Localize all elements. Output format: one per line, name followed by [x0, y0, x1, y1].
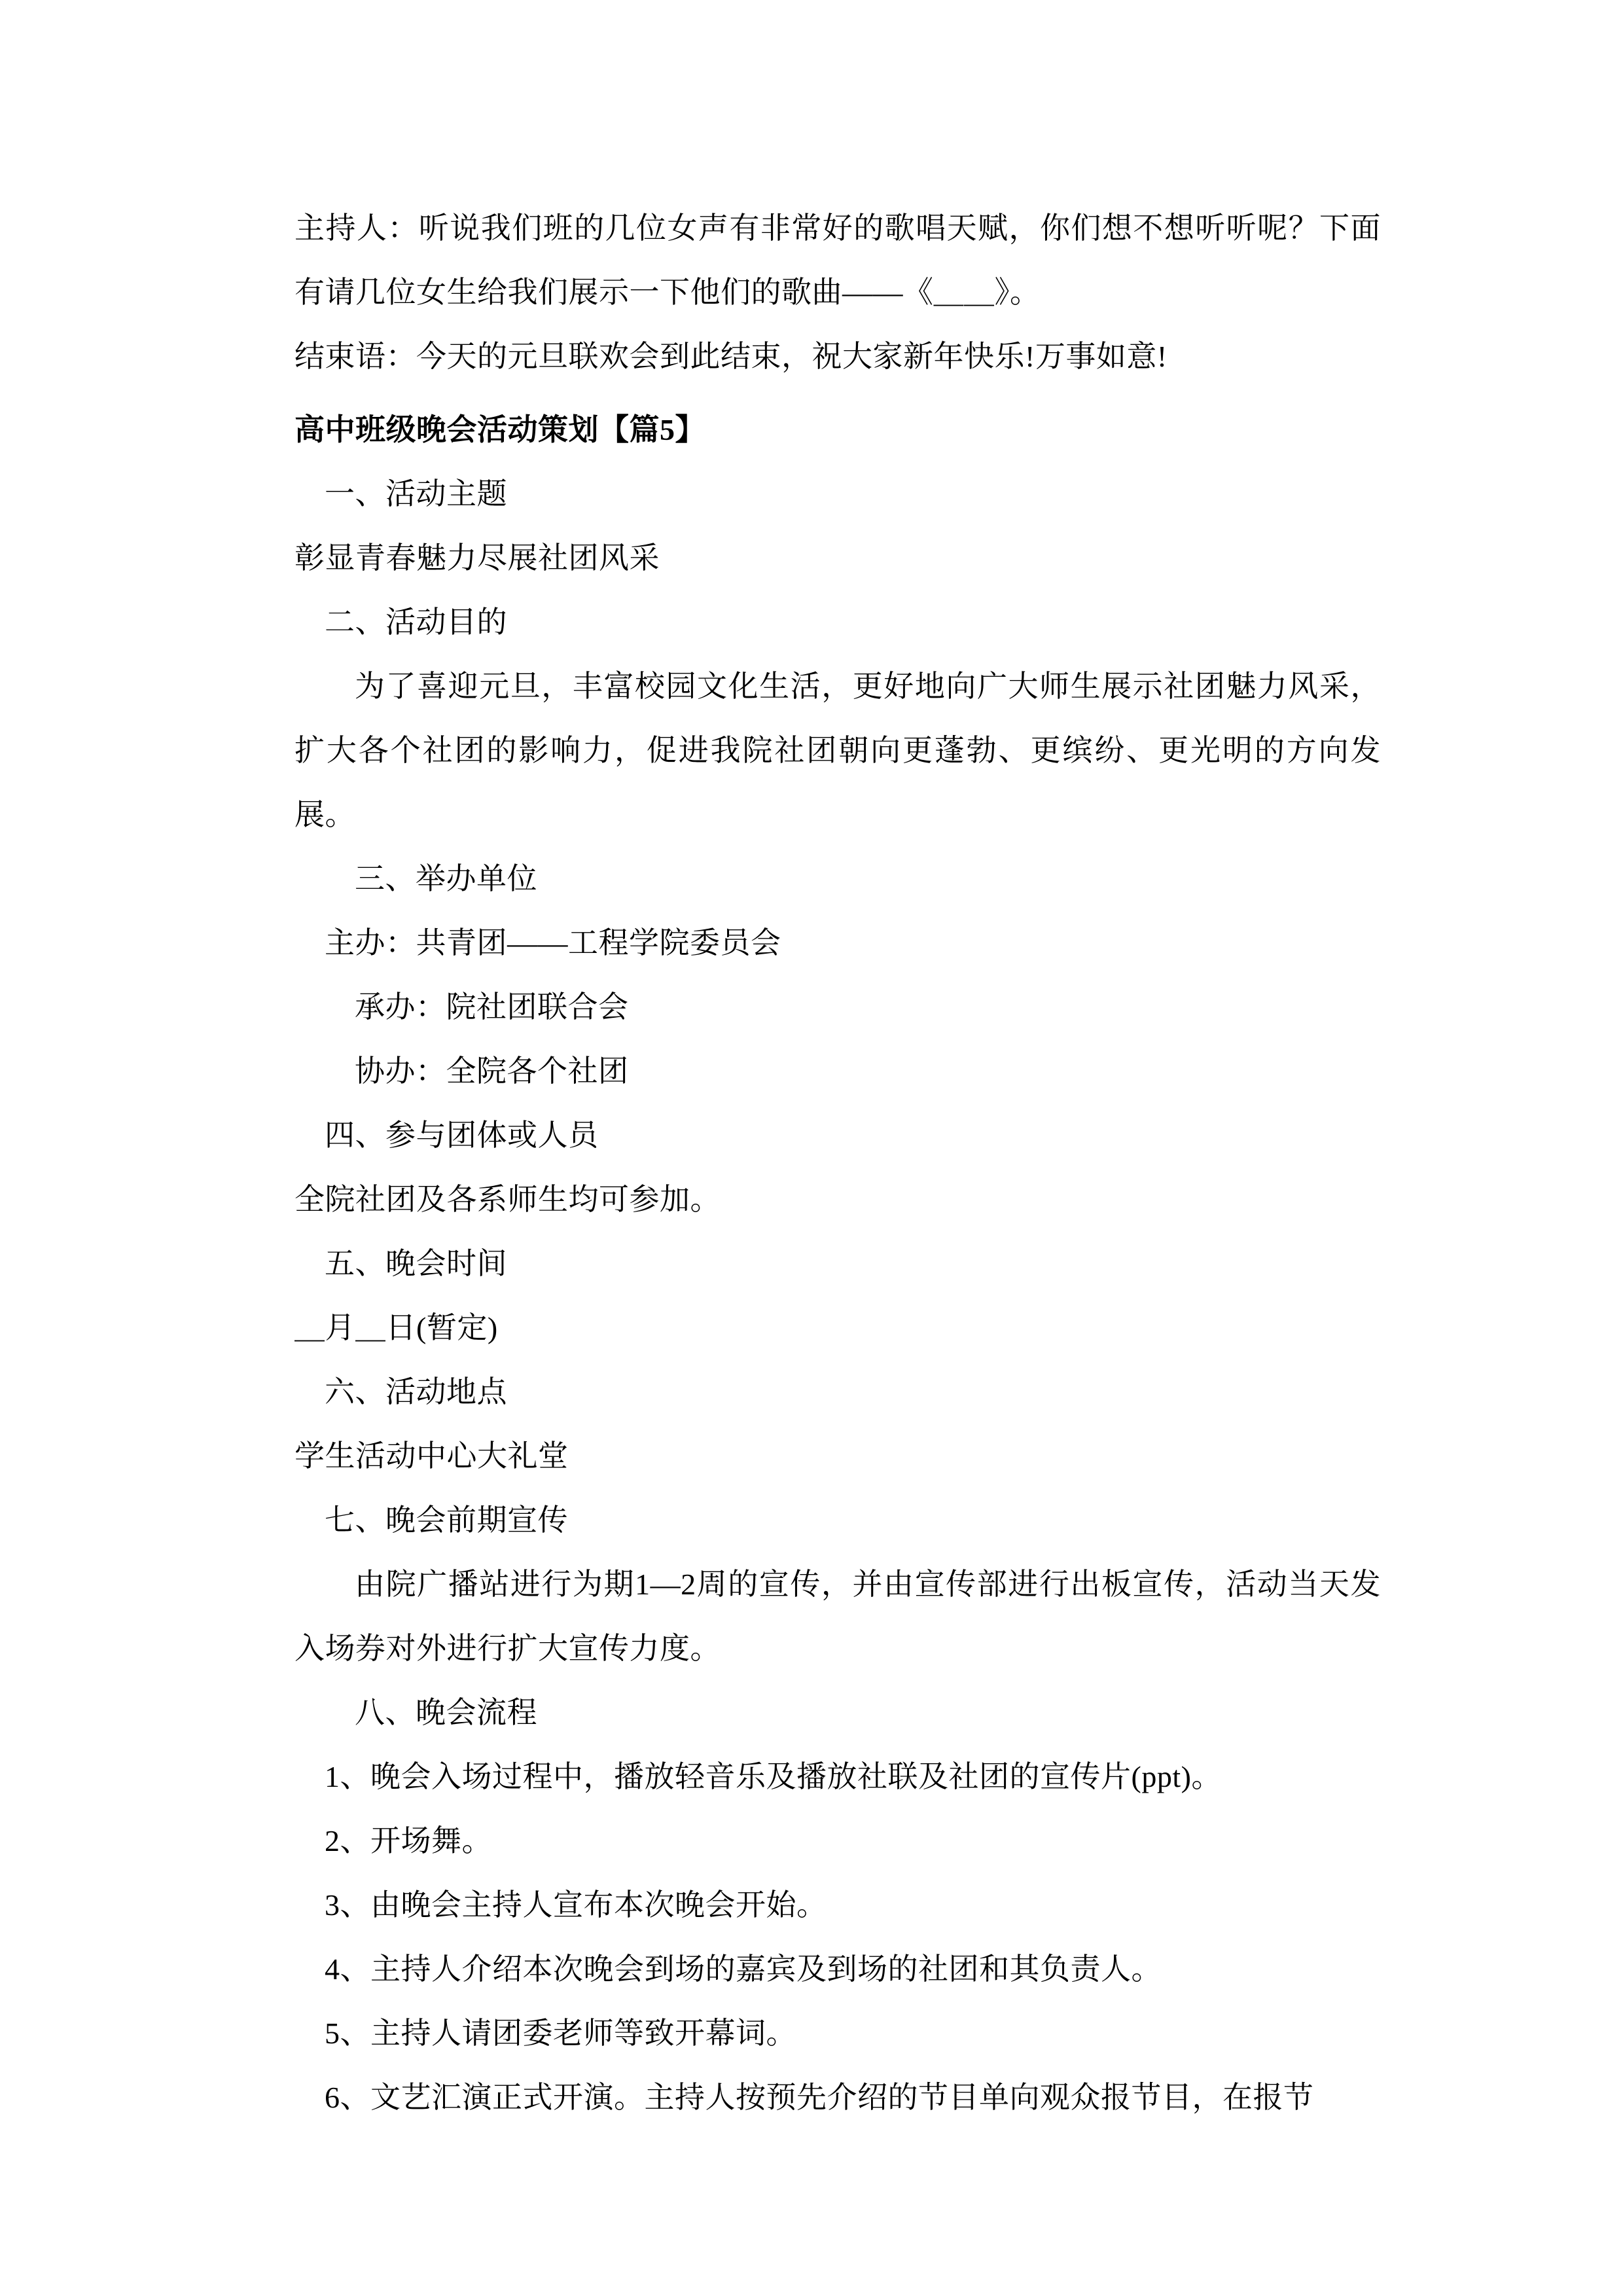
section-heading-title: 高中班级晚会活动策划【篇5】	[294, 413, 705, 446]
heading-organizers: 三、举办单位	[355, 862, 537, 895]
heading-party-time: 五、晚会时间	[325, 1247, 507, 1280]
document-body	[294, 196, 1381, 2130]
heading-activity-location: 六、活动地点	[325, 1375, 507, 1408]
paragraph-organizer-co: 协办：全院各个社团	[355, 1054, 629, 1088]
heading-party-flow: 八、晚会流程	[355, 1696, 537, 1729]
list-item-flow-3: 3、由晚会主持人宣布本次晚会开始。	[325, 1888, 827, 1922]
paragraph-party-time: ＿月＿日(暂定)	[294, 1311, 498, 1344]
paragraph-activity-purpose: 为了喜迎元旦，丰富校园文化生活，更好地向广大师生展示社团魅力风采，扩大各个社团的影响力，促进我院社团朝向更蓬勃、更缤纷、更光明的方向发展。	[294, 670, 1381, 831]
list-item-flow-6: 6、文艺汇演正式开演。主持人按预先介绍的节目单向观众报节目，在报节	[325, 2081, 1314, 2114]
paragraph-organizer-main: 主办：共青团——工程学院委员会	[325, 926, 781, 960]
heading-pre-publicity: 七、晚会前期宣传	[325, 1503, 568, 1537]
heading-activity-purpose: 二、活动目的	[325, 605, 507, 639]
paragraph-activity-location: 学生活动中心大礼堂	[294, 1439, 569, 1473]
paragraph-host-line: 主持人：听说我们班的几位女声有非常好的歌唱天赋，你们想不想听听呢？下面有请几位女生给我们展示一下他们的歌曲——《＿＿》。	[294, 211, 1381, 309]
list-item-flow-1: 1、晚会入场过程中，播放轻音乐及播放社联及社团的宣传片(ppt)。	[325, 1760, 1222, 1793]
paragraph-pre-publicity: 由院广播站进行为期1—2周的宣传，并由宣传部进行出板宣传，活动当天发入场券对外进行扩大宣传力度。	[294, 1568, 1381, 1665]
list-item-flow-2: 2、开场舞。	[325, 1824, 492, 1857]
paragraph-activity-theme: 彰显青春魅力尽展社团风采	[294, 541, 660, 575]
paragraph-closing-line: 结束语：今天的元旦联欢会到此结束，祝大家新年快乐!万事如意!	[294, 340, 1168, 373]
heading-participants: 四、参与团体或人员	[325, 1119, 599, 1152]
list-item-flow-5: 5、主持人请团委老师等致开幕词。	[325, 2017, 796, 2050]
heading-activity-theme: 一、活动主题	[325, 477, 507, 511]
list-item-flow-4: 4、主持人介绍本次晚会到场的嘉宾及到场的社团和其负责人。	[325, 1952, 1162, 1986]
paragraph-organizer-host: 承办：院社团联合会	[355, 990, 629, 1024]
paragraph-participants: 全院社团及各系师生均可参加。	[294, 1183, 721, 1216]
